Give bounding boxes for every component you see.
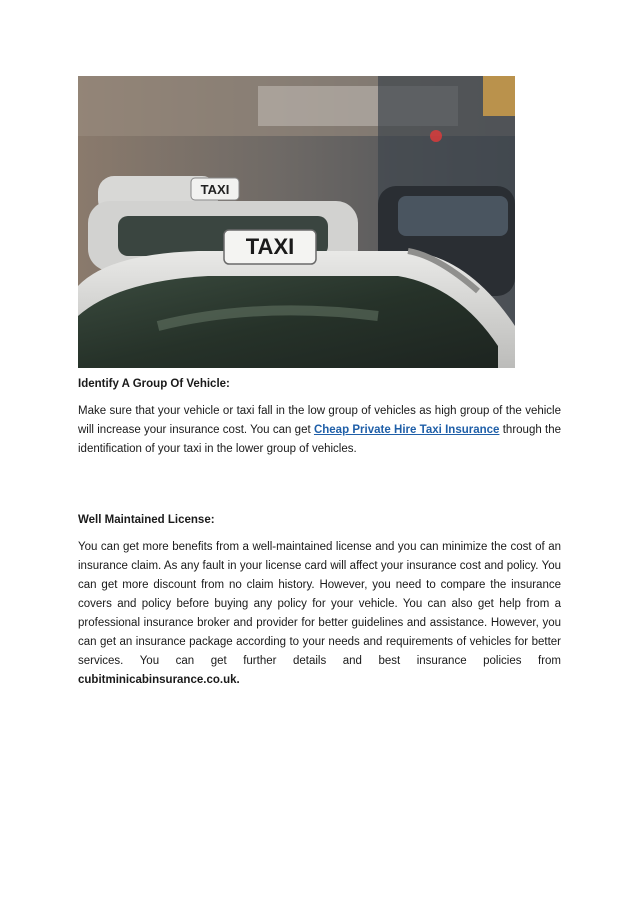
taxi-photo bbox=[78, 76, 515, 368]
section1-text-after-link: through the identification of your taxi in the lower group of vehicles. bbox=[78, 424, 562, 455]
site-name: cubitminicabinsurance.co.uk. bbox=[78, 674, 240, 686]
section1-paragraph bbox=[78, 402, 561, 459]
section2-text: You can get more benefits from a well-maintained license and you can minimize the cost of an insurance claim. As any fault in your license card will affect your insurance cost and policy. You can get more discount from no claim history. However, you need to compare the insurance covers and policy before buying any policy for your vehicle. You can also get help from a professional insurance broker and provider for better guidelines and assistance. However, you can get an insurance package according to your needs and requirements of vehicles for better services. You can get further details and best insurance policies from bbox=[78, 541, 561, 667]
taxi-sign-front: TAXI bbox=[245, 234, 295, 259]
cheap-taxi-insurance-link[interactable]: Cheap Private Hire Taxi Insurance bbox=[313, 424, 500, 436]
taxi-sign-back: TAXI bbox=[200, 182, 230, 197]
taxi-photo-illustration bbox=[78, 76, 515, 368]
section1-text-before-link: Make sure that your vehicle or taxi fall in the low group of vehicles as high group of the vehicle will increase your insurance cost. You can get bbox=[78, 405, 561, 436]
section1-heading: Identify A Group Of Vehicle: bbox=[78, 378, 230, 390]
section2-heading: Well Maintained License: bbox=[78, 514, 215, 526]
section2-paragraph bbox=[78, 538, 561, 690]
